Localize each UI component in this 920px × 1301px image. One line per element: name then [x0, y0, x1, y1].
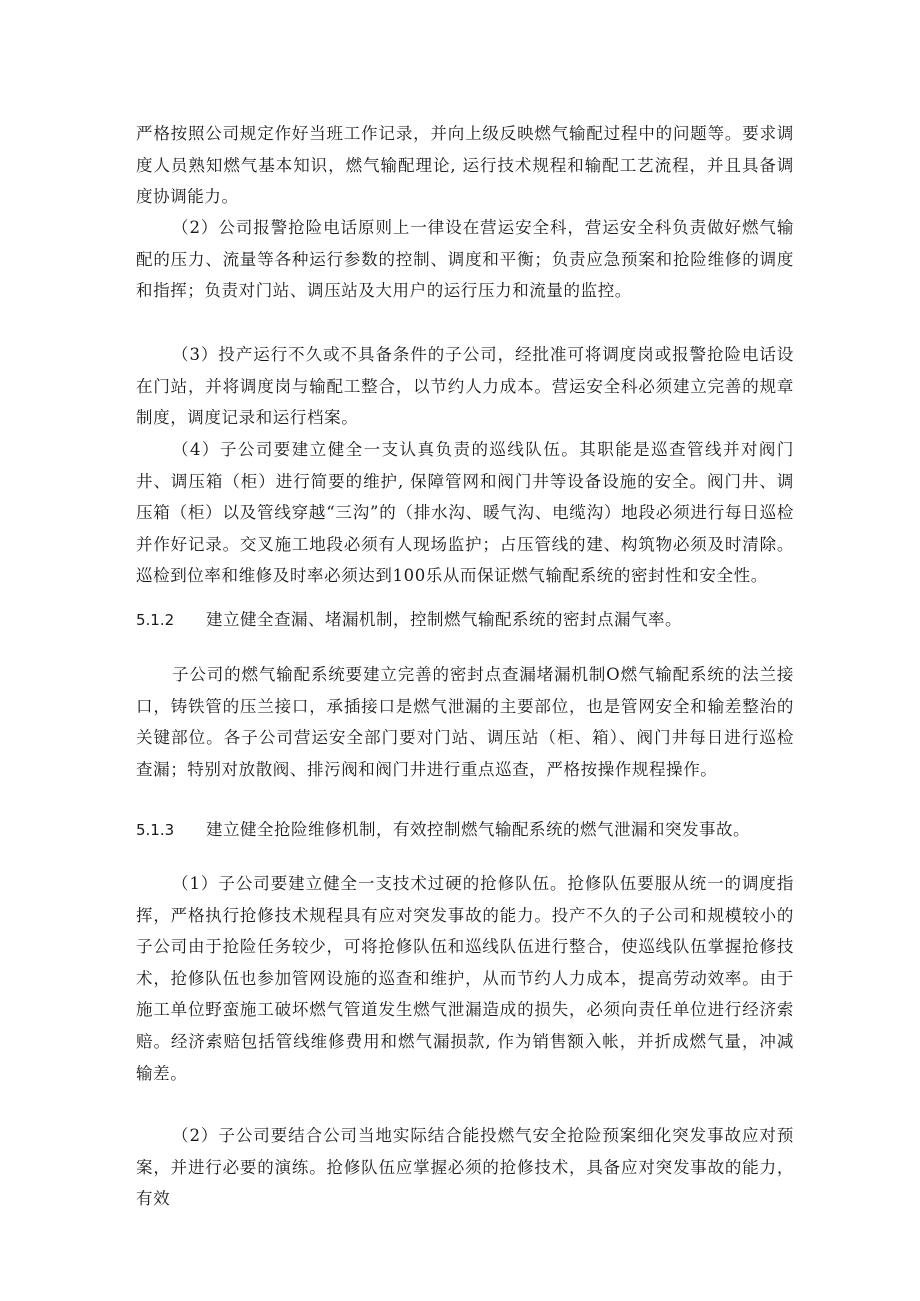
paragraph-leak-detection: 子公司的燃气输配系统要建立完善的密封点查漏堵漏机制O燃气输配系统的法兰接口，铸铁管的压兰接口，承插接口是燃气泄漏的主要部位，也是管网安全和输差整治的关键部位。各子公司营运安全部门要对门站、调压站（柜、箱）、阀门井每日进行巡检查漏；特别对放散阀、排污阀和阀门井进行重点巡查，严格按操作规程操作。: [136, 665, 794, 779]
paragraph-item-3-new-subsidiary: （3）投产运行不久或不具备条件的子公司，经批准可将调度岗或报警抢险电话设在门站，并将调度岗与输配工整合，以节约人力成本。营运安全科必须建立完善的规章制度，调度记录和运行档案。: [136, 345, 794, 428]
paragraph-dispatch-duties: 严格按照公司规定作好当班工作记录，并向上级反映燃气输配过程中的问题等。要求调度人员熟知燃气基本知识，燃气输配理论, 运行技术规程和输配工艺流程，并且具备调度协调能力。: [136, 124, 794, 207]
section-number: 5.1.2: [136, 611, 175, 629]
section-title: 建立健全抢险维修机制，有效控制燃气输配系统的燃气泄漏和突发事故。: [206, 820, 750, 839]
paragraph-item-2-emergency-plan: （2）子公司要结合公司当地实际结合能投燃气安全抢险预案细化突发事故应对预案，并进行必要的演练。抢修队伍应掌握必须的抢修技术，具备应对突发事故的能力，有效: [136, 1126, 794, 1209]
paragraph-item-2-alarm-phone: （2）公司报警抢险电话原则上一律设在营运安全科，营运安全科负责做好燃气输配的压力、流量等各种运行参数的控制、调度和平衡；负责应急预案和抢险维修的调度和指挥；负责对门站、调压站及大用户的运行压力和流量的监控。: [136, 218, 794, 301]
section-number: 5.1.3: [136, 821, 175, 839]
section-heading-5-1-2: [136, 608, 836, 632]
paragraph-item-4-patrol-team: （4）子公司要建立健全一支认真负责的巡线队伍。其职能是巡查管线并对阀门井、调压箱（柜）进行简要的维护, 保障管网和阀门井等设备设施的安全。阀门井、调压箱（柜）以及管线穿越“三沟”的（排水沟、暖气沟、电缆沟）地段必须进行每日巡检并作好记录。交叉施工地段必须有人现场监护；占压管线的建、构筑物必须及时清除。巡检到位率和维修及时率必须达到100乐从而保证燃气输配系统的密封性和安全性。: [136, 440, 794, 586]
section-title: 建立健全查漏、堵漏机制，控制燃气输配系统的密封点漏气率。: [206, 610, 682, 629]
paragraph-item-1-repair-team: （1）子公司要建立健全一支技术过硬的抢修队伍。抢修队伍要服从统一的调度指挥，严格执行抢修技术规程具有应对突发事故的能力。投产不久的子公司和规模较小的子公司由于抢险任务较少，可将抢修队伍和巡线队伍进行整合，使巡线队伍掌握抢修技术，抢修队伍也参加管网设施的巡查和维护，从而节约人力成本，提高劳动效率。由于施工单位野蛮施工破坏燃气管道发生燃气泄漏造成的损失，必须向责任单位进行经济索赔。经济索赔包括管线维修费用和燃气漏损款, 作为销售额入帐，并折成燃气量，冲减输差。: [136, 874, 794, 1083]
section-heading-5-1-3: [136, 818, 836, 842]
